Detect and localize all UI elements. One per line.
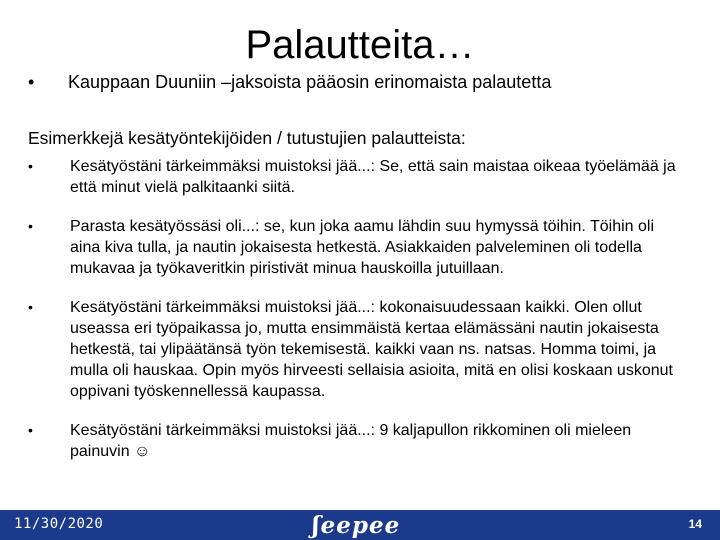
bullet-marker: • xyxy=(28,299,33,315)
feedback-text: Kesätyöstäni tärkeimmäksi muistoksi jää...: kokonaisuudessaan kaikki. Olen ollut useassa eri työpaikassa jo, mutta ensimmäistä kertaa elämässäni nautin jokaisesta hetkestä, tai ylipäätänsä työn tekemisestä. kaikki vaan ns. natsas. Homma toimi, ja mulla oli hauskaa. Opin myös hirveesti sellaisia asioita, mitä en olisi koskaan uskonut oppivani työskennellessä kaupassa. xyxy=(70,299,673,400)
feedback-list xyxy=(28,156,688,480)
bullet-marker: • xyxy=(28,72,35,92)
footer-bar xyxy=(0,510,720,540)
examples-heading: Esimerkkejä kesätyöntekijöiden / tutustujien palautteista: xyxy=(28,128,466,148)
slide-title: Palautteita… xyxy=(245,23,475,67)
feedback-item xyxy=(28,297,688,402)
feedback-text: Parasta kesätyössäsi oli...: se, kun joka aamu lähdin suu hymyssä töihin. Töihin oli aina kiva tulla, ja nautin jokaisesta hetkestä. Asiakkaiden palveleminen oli todella mukavaa ja työkaveritkin piristivät minua hauskoilla jutuillaan. xyxy=(70,218,654,277)
company-logo: ʃeepee xyxy=(312,512,401,539)
bullet-marker: • xyxy=(28,218,33,234)
page-number: 14 xyxy=(688,517,702,531)
feedback-item xyxy=(28,156,688,198)
footer-date: 11/30/2020 xyxy=(14,516,104,532)
feedback-text: Kesätyöstäni tärkeimmäksi muistoksi jää...: Se, että sain maistaa oikeaa työelämää ja että minut vielä palkitaanki siitä. xyxy=(70,158,676,196)
feedback-item xyxy=(28,216,688,279)
feedback-text: Kesätyöstäni tärkeimmäksi muistoksi jää...: 9 kaljapullon rikkominen oli mieleen painuvin ☺ xyxy=(70,422,632,460)
top-bullet xyxy=(28,70,551,94)
bullet-marker: • xyxy=(28,158,33,174)
bullet-marker: • xyxy=(28,422,33,438)
feedback-item xyxy=(28,420,688,462)
top-bullet-text: Kauppaan Duuniin –jaksoista pääosin erinomaista palautetta xyxy=(68,72,552,92)
